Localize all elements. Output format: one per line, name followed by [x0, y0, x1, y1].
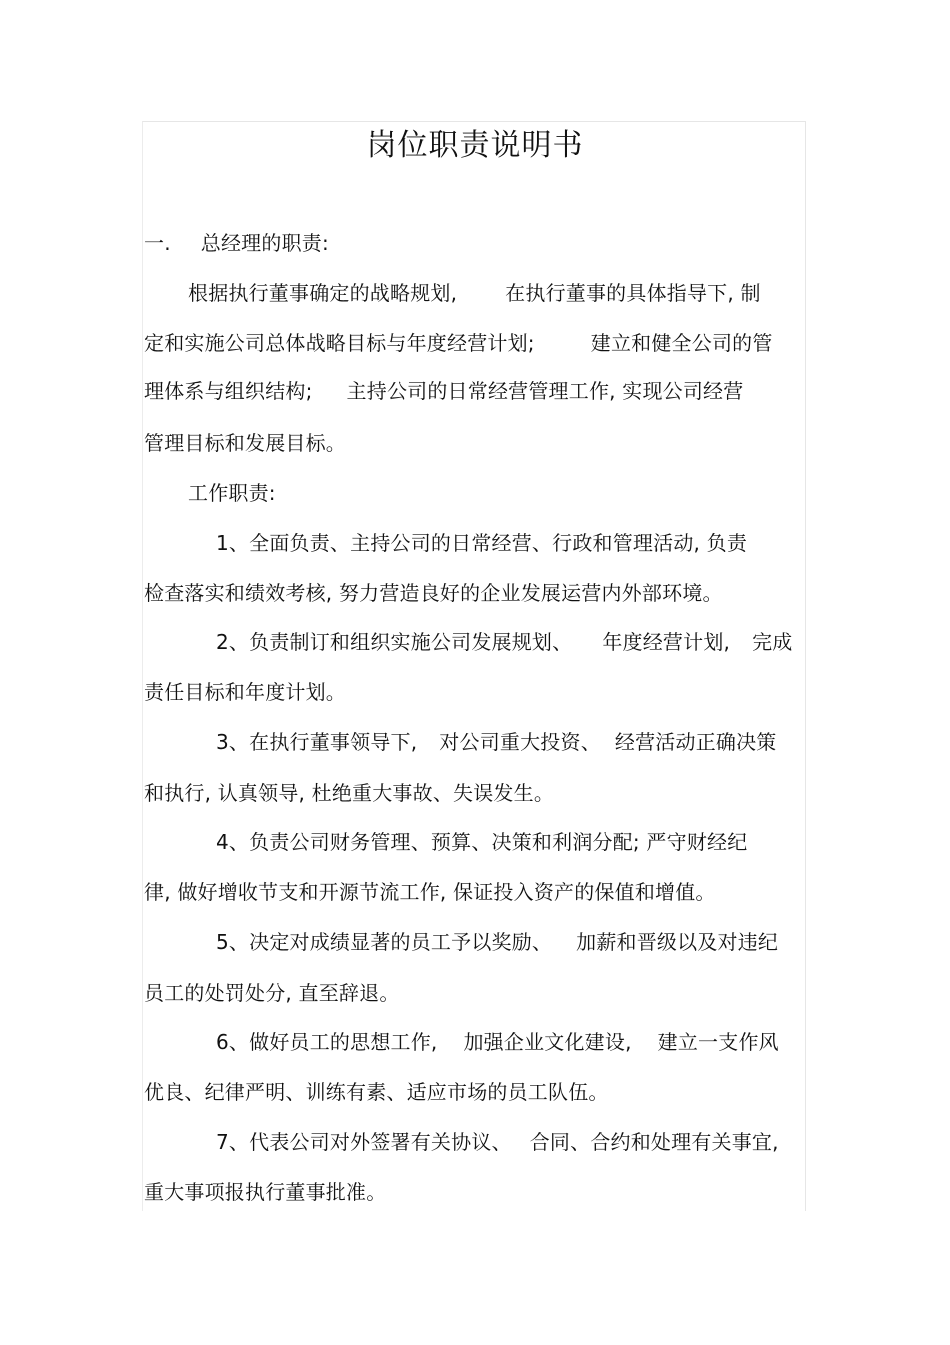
duty-item-continuation: 和执行, 认真领导, 杜绝重大事故、失误发生。: [144, 781, 555, 805]
duty-item-continuation: 律, 做好增收节支和开源节流工作, 保证投入资产的保值和增值。: [144, 880, 716, 904]
duty-text: 5、决定对成绩显著的员工予以奖励、: [216, 930, 553, 954]
intro-text: 主持公司的日常经营管理工作, 实现公司经营: [346, 379, 744, 403]
duty-text: 合同、合约和处理有关事宜,: [529, 1130, 779, 1154]
duty-item: [216, 630, 793, 654]
duty-item-continuation: 优良、纪律严明、训练有素、适应市场的员工队伍。: [144, 1080, 609, 1104]
duty-text: 完成: [752, 630, 793, 654]
intro-text: 建立和健全公司的管: [590, 331, 773, 355]
duty-text: 加强企业文化建设,: [463, 1030, 632, 1054]
intro-text: 管理目标和发展目标。: [144, 431, 346, 455]
section-heading: [144, 231, 329, 255]
duties-heading: 工作职责:: [188, 481, 276, 505]
duty-item-continuation: 责任目标和年度计划。: [144, 680, 346, 704]
intro-line: [144, 431, 346, 455]
intro-text: 在执行董事的具体指导下, 制: [505, 281, 761, 305]
duty-text: 经营活动正确决策: [614, 730, 777, 754]
duty-text: 年度经营计划,: [602, 630, 731, 654]
duty-text: 6、做好员工的思想工作,: [216, 1030, 438, 1054]
duty-item-continuation: 重大事项报执行董事批准。: [144, 1180, 387, 1204]
section-number: 一.: [144, 231, 171, 255]
intro-line: [144, 331, 773, 355]
section-heading-text: 总经理的职责:: [200, 231, 329, 255]
intro-text: 理体系与组织结构;: [144, 379, 313, 403]
duty-item: [216, 1030, 779, 1054]
duty-text: 7、代表公司对外签署有关协议、: [216, 1130, 512, 1154]
duty-item-continuation: 检查落实和绩效考核, 努力营造良好的企业发展运营内外部环境。: [144, 581, 723, 605]
duty-text: 建立一支作风: [657, 1030, 779, 1054]
duty-item: [216, 531, 747, 555]
duty-item-continuation: 员工的处罚处分, 直至辞退。: [144, 981, 400, 1005]
duty-item: [216, 730, 777, 754]
duty-text: 1、全面负责、主持公司的日常经营、行政和管理活动, 负责: [216, 531, 748, 555]
duty-text: 3、在执行董事领导下,: [216, 730, 418, 754]
intro-line: [144, 379, 743, 403]
document-title: 岗位职责说明书: [366, 128, 584, 163]
intro-text: 根据执行董事确定的战略规划,: [188, 281, 458, 305]
duty-text: 2、负责制订和组织实施公司发展规划、: [216, 630, 573, 654]
duty-item: [216, 1130, 779, 1154]
intro-line: [188, 281, 761, 305]
duty-item: [216, 930, 778, 954]
duty-text: 对公司重大投资、: [439, 730, 601, 754]
intro-text: 定和实施公司总体战略目标与年度经营计划;: [144, 331, 535, 355]
duty-text: 4、负责公司财务管理、预算、决策和利润分配; 严守财经纪: [216, 830, 748, 854]
duty-text: 加薪和晋级以及对违纪: [576, 930, 779, 954]
duty-item: [216, 830, 747, 854]
